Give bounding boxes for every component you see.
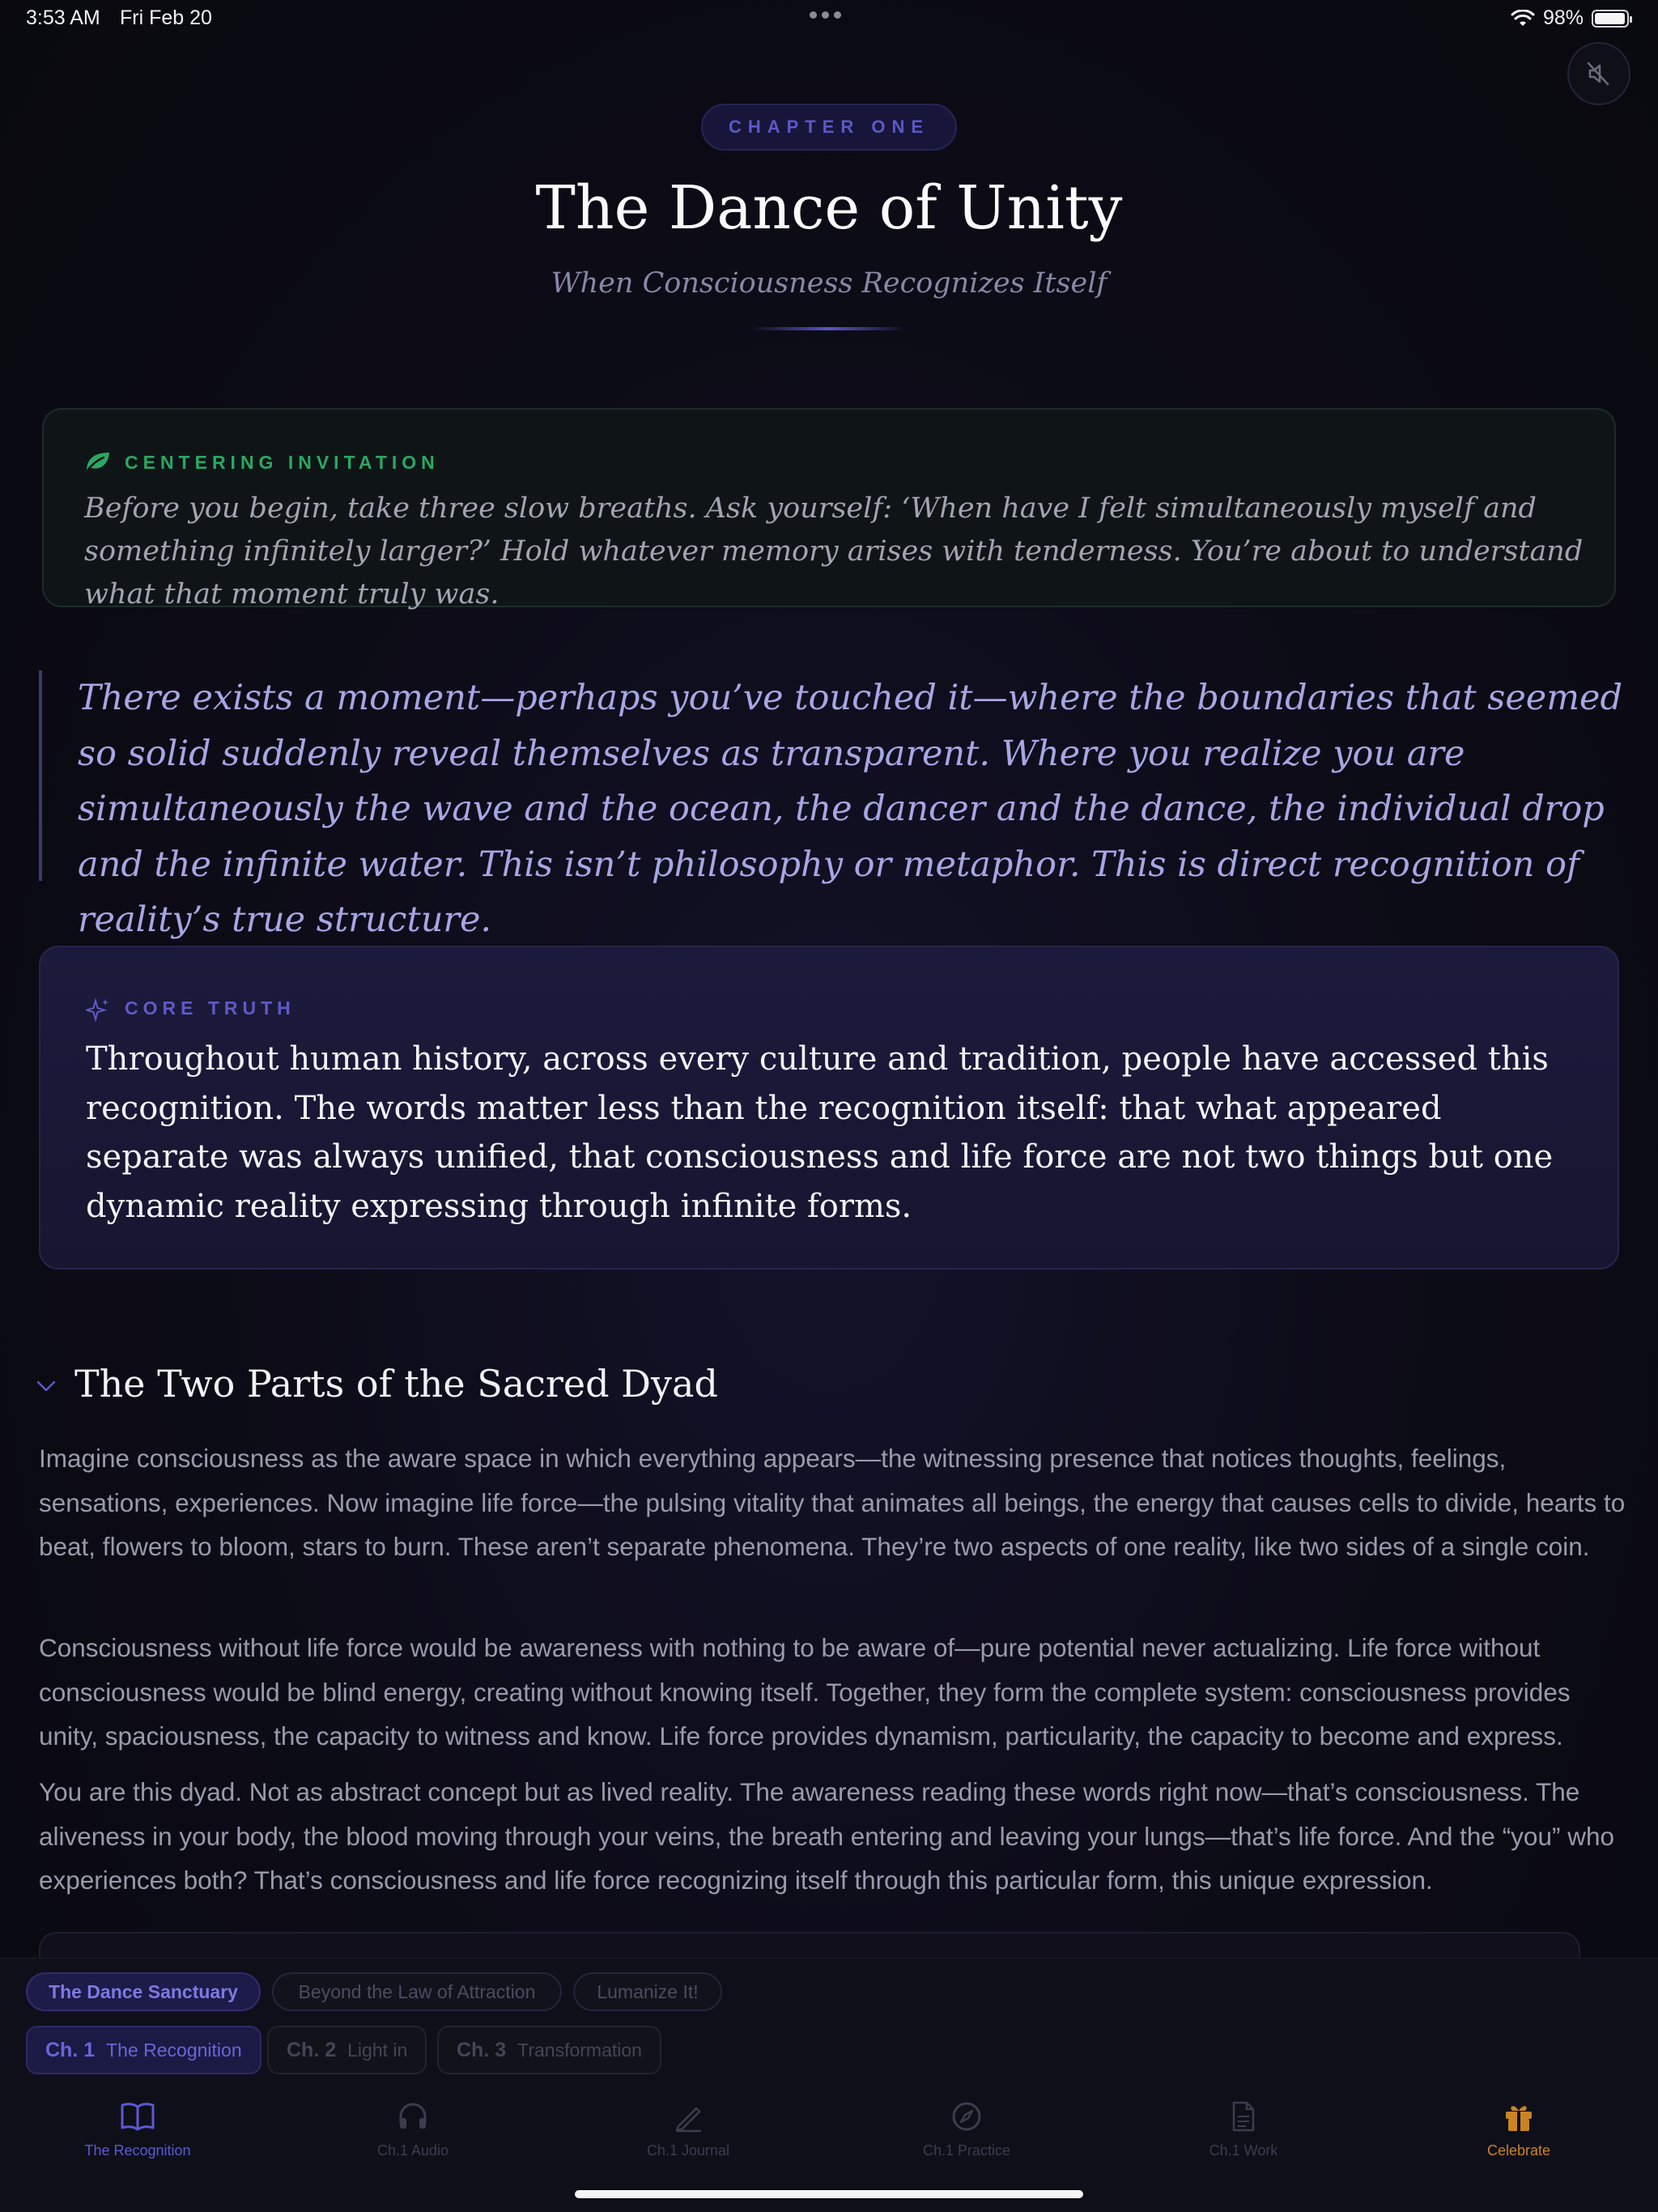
tab-label: Celebrate bbox=[1486, 2142, 1551, 2159]
compass-icon bbox=[950, 2100, 983, 2133]
battery-fill bbox=[1595, 13, 1625, 24]
status-bar bbox=[0, 0, 1658, 39]
core-truth-card bbox=[39, 946, 1619, 1270]
battery-icon bbox=[1592, 10, 1629, 28]
leaf-icon bbox=[84, 450, 112, 473]
tab-label: Ch.1 Work bbox=[1209, 2142, 1278, 2159]
chapter-label: Light in bbox=[347, 2039, 408, 2061]
centering-text: Before you begin, take three slow breaths. Ask yourself: ‘When have I felt simultaneously myself and something infinitely larger?’ Hold whatever memory arises with tenderness. You’re about to understand what that moment truly was. bbox=[84, 492, 1584, 610]
body-paragraph: Imagine consciousness as the aware space in which everything appears—the witnessing presence that notices thoughts, feelings, sensations, experiences. Now imagine life force—the pulsing vitality that animates all beings, the energy that causes cells to divide, hearts to beat, flowers to bloom, stars to burn. These aren’t separate phenomena. They’re two aspects of one reality, like two sides of a single coin. bbox=[39, 1444, 1626, 1561]
more-dots-icon[interactable] bbox=[810, 11, 841, 19]
document-icon bbox=[1229, 2100, 1258, 2133]
chapter-number: Ch. 1 bbox=[45, 2038, 96, 2061]
status-time: 3:53 AM bbox=[26, 6, 100, 29]
page-subtitle: When Consciousness Recognizes Itself bbox=[551, 267, 1107, 300]
chapter-number: Ch. 3 bbox=[457, 2038, 507, 2061]
battery-percent: 98% bbox=[1542, 6, 1584, 29]
sparkle-icon bbox=[86, 998, 110, 1022]
centering-invitation-card bbox=[42, 408, 1616, 610]
status-date: Fri Feb 20 bbox=[120, 6, 212, 29]
tab-label: The Recognition bbox=[84, 2142, 191, 2159]
status-right bbox=[1511, 6, 1629, 30]
chapter-chip-2[interactable] bbox=[267, 2026, 427, 2074]
chapter-number: Ch. 2 bbox=[287, 2038, 337, 2061]
title-divider bbox=[751, 327, 907, 330]
tab-ch1-practice[interactable] bbox=[829, 2100, 1104, 2165]
tab-ch1-work[interactable] bbox=[1106, 2100, 1381, 2165]
chapter-chip-1[interactable] bbox=[26, 2026, 261, 2074]
centering-label: CENTERING INVITATION bbox=[125, 452, 440, 473]
body-paragraph: You are this dyad. Not as abstract concept but as lived reality. The awareness reading these words right now—that’s consciousness. The aliveness in your body, the blood moving through your veins, the breath entering and leaving your lungs—that’s life force. And the “you” who experiences both? That’s consciousness and life force recognizing itself through this particular form, this unique expression. bbox=[39, 1777, 1615, 1895]
tab-celebrate[interactable] bbox=[1381, 2100, 1656, 2165]
pen-icon bbox=[672, 2100, 704, 2133]
gift-icon bbox=[1503, 2100, 1535, 2133]
tab-ch1-journal[interactable] bbox=[551, 2100, 826, 2165]
pull-quote bbox=[39, 670, 1629, 940]
wifi-icon bbox=[1511, 10, 1535, 28]
speaker-muted-icon bbox=[1585, 60, 1613, 87]
tab-label: Ch.1 Audio bbox=[376, 2142, 449, 2159]
chapter-label: The Recognition bbox=[106, 2039, 242, 2061]
tab-label: Ch.1 Practice bbox=[922, 2142, 1011, 2159]
core-truth-label: CORE TRUTH bbox=[125, 998, 295, 1019]
book-chip-lumanize[interactable]: Lumanize It! bbox=[573, 1972, 722, 2011]
book-icon bbox=[120, 2100, 155, 2133]
core-truth-text: Throughout human history, across every culture and tradition, people have accessed this recognition. The words matter less than the recognition itself: that what appeared separate was always unified, that consciousness and life force are not two things but one dynamic reality expressing through infinite forms. bbox=[86, 1040, 1554, 1225]
headphones-icon bbox=[397, 2100, 429, 2133]
chapter-chip-3[interactable] bbox=[437, 2026, 661, 2074]
section-title[interactable]: The Two Parts of the Sacred Dyad bbox=[74, 1362, 718, 1406]
book-chip-dance-sanctuary[interactable]: The Dance Sanctuary bbox=[26, 1972, 261, 2011]
chapter-pill: CHAPTER ONE bbox=[701, 104, 957, 151]
home-indicator[interactable] bbox=[575, 2190, 1083, 2198]
mute-button[interactable] bbox=[1567, 42, 1630, 105]
chapter-label: Transformation bbox=[517, 2039, 642, 2061]
book-chip-beyond-law[interactable]: Beyond the Law of Attraction bbox=[272, 1972, 562, 2011]
pull-quote-text: There exists a moment—perhaps you’ve touched it—where the boundaries that seemed so solid suddenly reveal themselves as transparent. Where you realize you are simultaneously the wave and the ocean, the dancer and the dance, the individual drop and the infinite water. This isn’t philosophy or metaphor. This is direct recognition of reality’s true structure. bbox=[78, 678, 1622, 940]
chevron-down-icon[interactable] bbox=[36, 1378, 57, 1394]
tab-label: Ch.1 Journal bbox=[646, 2142, 730, 2159]
tab-ch1-audio[interactable] bbox=[275, 2100, 551, 2165]
body-paragraph: Consciousness without life force would be awareness with nothing to be aware of—pure potential never actualizing. Life force without consciousness would be blind energy, creating without knowing itself. Together, they form the complete system: consciousness provides unity, spaciousness, the capacity to witness and know. Life force provides dynamism, particularity, the capacity to become and express. bbox=[39, 1633, 1571, 1750]
tab-the-recognition[interactable] bbox=[0, 2100, 275, 2165]
page-title: The Dance of Unity bbox=[535, 173, 1123, 243]
